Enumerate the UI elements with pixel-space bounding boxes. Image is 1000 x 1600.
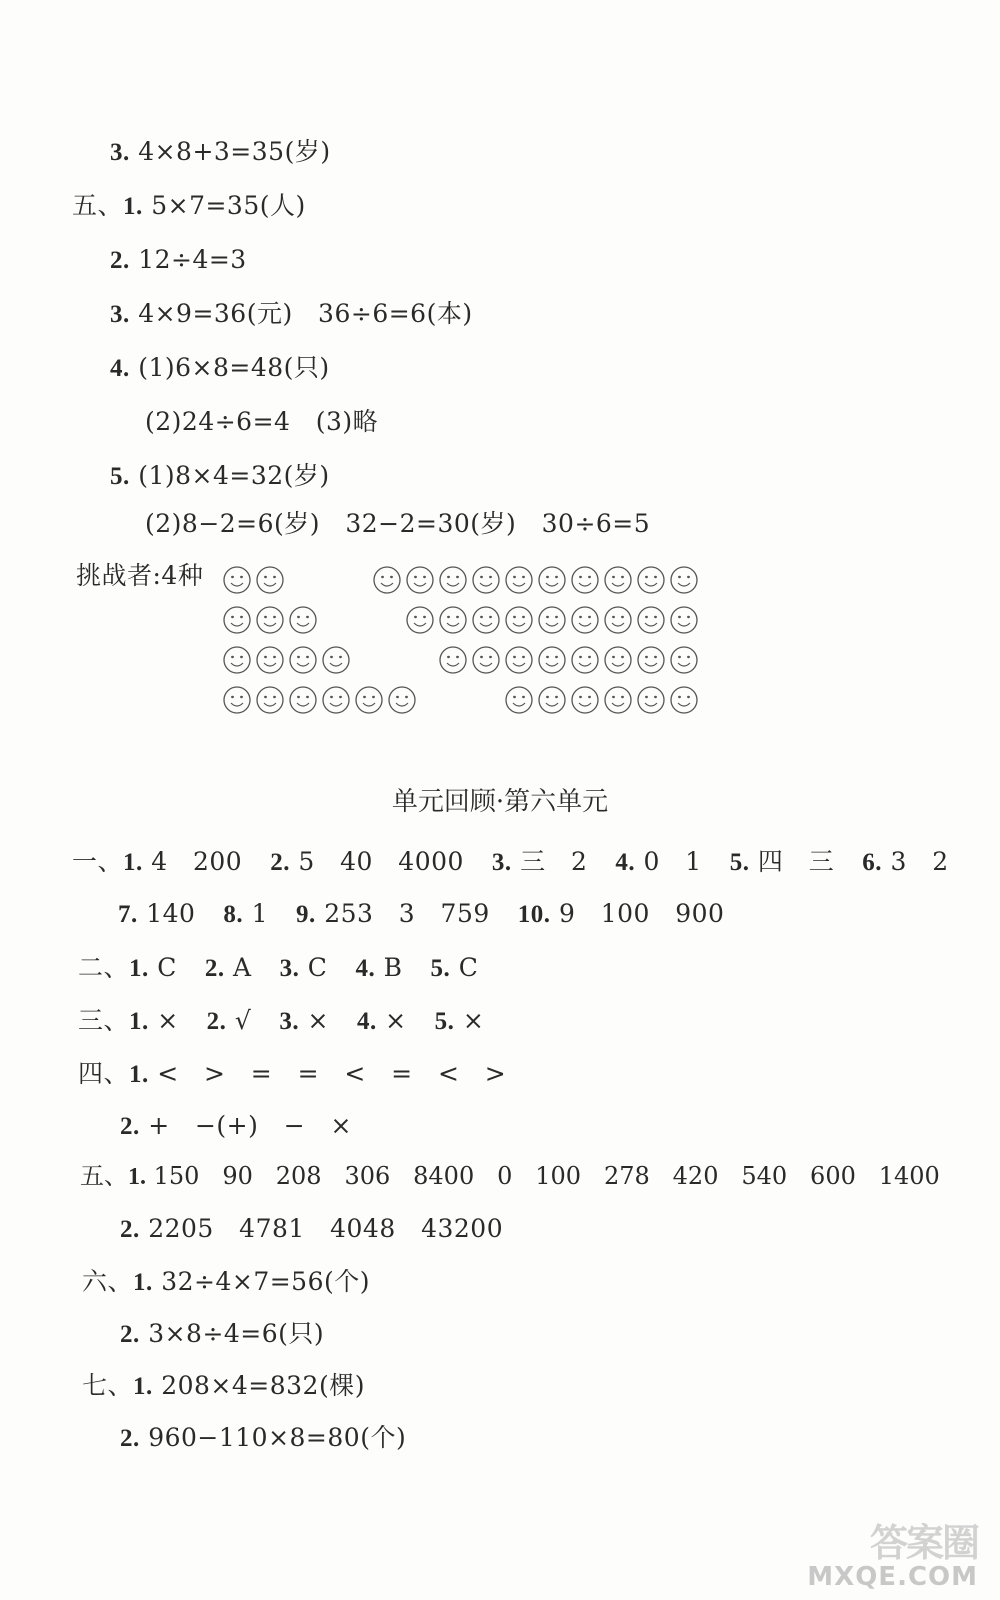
answer-line: 2. + −(+) − × bbox=[120, 1111, 352, 1140]
smiley-face-icon bbox=[572, 687, 598, 713]
smiley-face-icon bbox=[224, 607, 250, 633]
answer-line: 三、1. × 2. √ 3. × 4. × 5. × bbox=[78, 1006, 485, 1035]
watermark-glyph: 答案圈 bbox=[869, 1521, 978, 1565]
smiley-face-icon bbox=[605, 567, 631, 593]
answer-line: 六、1. 32÷4×7=56(个) bbox=[82, 1267, 370, 1296]
answer-line: 4. (1)6×8=48(只) bbox=[110, 353, 330, 382]
smiley-face-icon bbox=[257, 607, 283, 633]
smiley-face-icon bbox=[605, 687, 631, 713]
smiley-face-icon bbox=[290, 647, 316, 673]
smiley-face-icon bbox=[572, 607, 598, 633]
smiley-face-icon bbox=[506, 647, 532, 673]
smiley-face-icon bbox=[671, 607, 697, 633]
smiley-face-icon bbox=[572, 647, 598, 673]
smiley-face-icon bbox=[638, 607, 664, 633]
smiley-face-icon bbox=[224, 647, 250, 673]
watermark-logo bbox=[807, 1512, 978, 1592]
smiley-face-icon bbox=[440, 647, 466, 673]
smiley-face-icon bbox=[257, 567, 283, 593]
challenge-label: 挑战者:4种 bbox=[76, 561, 204, 590]
smiley-face-icon bbox=[407, 567, 433, 593]
answer-line: 五、1. 5×7=35(人) bbox=[72, 191, 306, 220]
smiley-face-icon bbox=[440, 607, 466, 633]
smiley-face-icon bbox=[572, 567, 598, 593]
answer-line: 3. 4×8+3=35(岁) bbox=[110, 137, 331, 166]
smiley-face-icon bbox=[374, 567, 400, 593]
smiley-face-icon bbox=[257, 647, 283, 673]
smiley-face-icon bbox=[638, 567, 664, 593]
smiley-face-icon bbox=[638, 647, 664, 673]
answer-line: 四、1. < > = = < = < > bbox=[78, 1059, 507, 1088]
smiley-face-icon bbox=[473, 647, 499, 673]
smiley-svg bbox=[372, 565, 706, 725]
smiley-face-icon bbox=[671, 647, 697, 673]
smiley-face-icon bbox=[605, 607, 631, 633]
smiley-face-icon bbox=[539, 687, 565, 713]
answer-line: 5. (1)8×4=32(岁) bbox=[110, 461, 330, 490]
smiley-face-icon bbox=[440, 567, 466, 593]
smiley-face-icon bbox=[539, 647, 565, 673]
answer-line: 2. 2205 4781 4048 43200 bbox=[120, 1214, 504, 1243]
answer-line: 2. 960−110×8=80(个) bbox=[120, 1423, 407, 1452]
smiley-face-icon bbox=[506, 607, 532, 633]
smiley-face-icon bbox=[473, 607, 499, 633]
smiley-face-icon bbox=[257, 687, 283, 713]
smiley-face-icon bbox=[290, 687, 316, 713]
smiley-face-icon bbox=[539, 607, 565, 633]
smiley-face-icon bbox=[605, 647, 631, 673]
smiley-face-icon bbox=[290, 607, 316, 633]
answer-line: 二、1. C 2. A 3. C 4. B 5. C bbox=[78, 953, 479, 982]
smiley-face-icon bbox=[407, 607, 433, 633]
smiley-face-icon bbox=[323, 687, 349, 713]
answer-line: (2)8−2=6(岁) 32−2=30(岁) 30÷6=5 bbox=[145, 509, 651, 538]
unit-title: 单元回顾·第六单元 bbox=[391, 787, 609, 817]
watermark-text: MXQE.COM bbox=[807, 1562, 978, 1592]
smiley-face-icon bbox=[323, 647, 349, 673]
answer-line: (2)24÷6=4 (3)略 bbox=[145, 407, 379, 436]
smiley-face-icon bbox=[224, 567, 250, 593]
smiley-face-icon bbox=[638, 687, 664, 713]
answer-line: 2. 3×8÷4=6(只) bbox=[120, 1319, 325, 1348]
answer-line: 7. 140 8. 1 9. 253 3 759 10. 9 100 900 bbox=[118, 899, 725, 928]
smiley-face-icon bbox=[671, 567, 697, 593]
smiley-face-icon bbox=[671, 687, 697, 713]
smiley-face-icon bbox=[506, 687, 532, 713]
smiley-face-icon bbox=[224, 687, 250, 713]
answer-line: 一、1. 4 200 2. 5 40 4000 3. 三 2 4. 0 1 5. 四 三 6. 3 2 bbox=[72, 847, 949, 876]
answer-line: 2. 12÷4=3 bbox=[110, 245, 247, 274]
answer-line: 七、1. 208×4=832(棵) bbox=[82, 1371, 365, 1400]
answer-line: 五、1. 150 90 208 306 8400 0 100 278 420 540 600 1400 bbox=[80, 1162, 940, 1190]
smiley-face-icon bbox=[473, 567, 499, 593]
smiley-face-icon bbox=[506, 567, 532, 593]
smiley-face-icon bbox=[539, 567, 565, 593]
answer-line: 3. 4×9=36(元) 36÷6=6(本) bbox=[110, 299, 473, 328]
smiley-group-right bbox=[372, 565, 706, 725]
